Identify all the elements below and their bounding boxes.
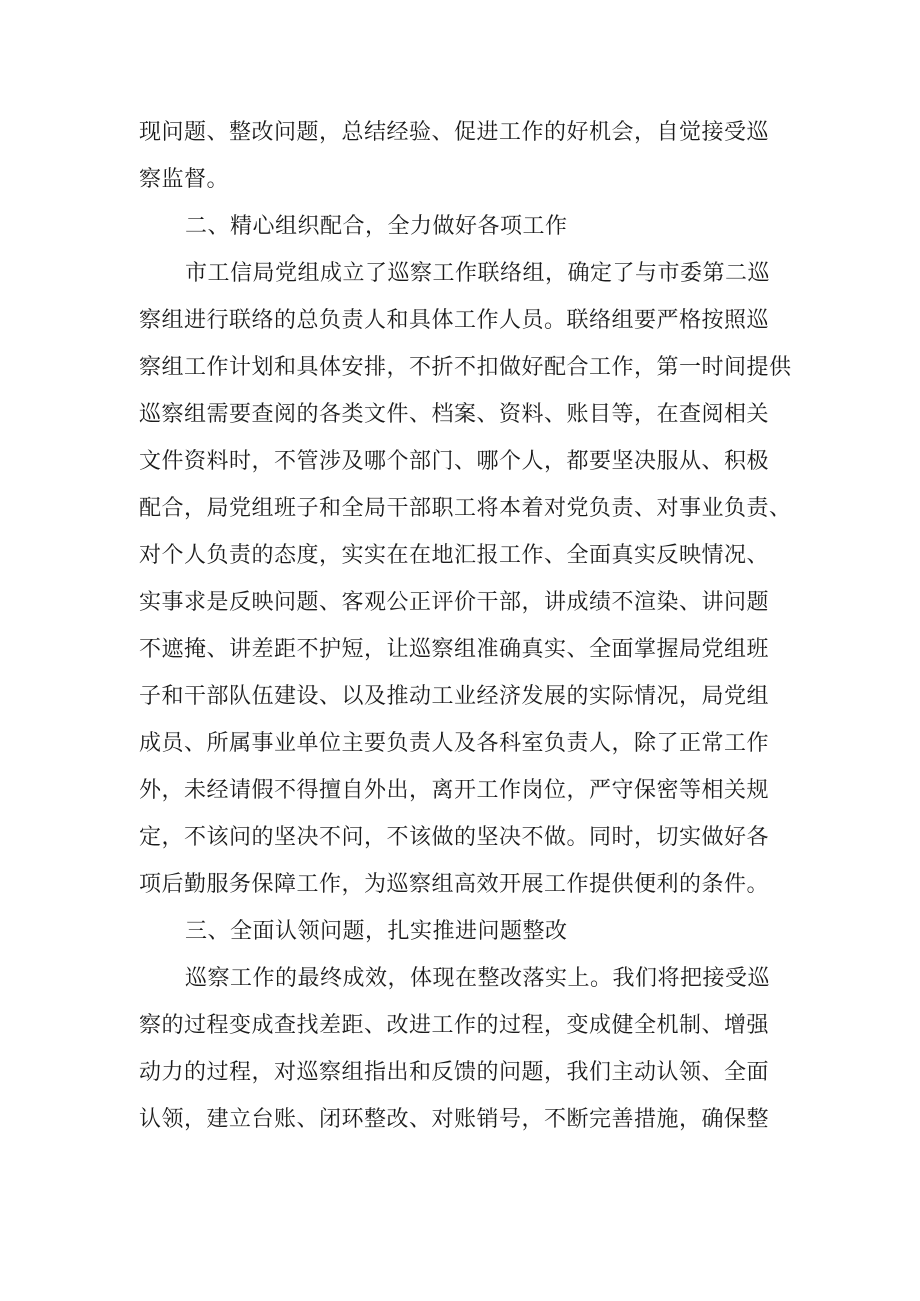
section-heading: 三、全面认领问题，扎实推进问题整改 <box>185 919 568 944</box>
body-text-line: 外，未经请假不得擅自外出，离开工作岗位，严守保密等相关规 <box>139 778 770 803</box>
body-text-line: 项后勤服务保障工作，为巡察组高效开展工作提供便利的条件。 <box>139 872 770 897</box>
body-text-line: 子和干部队伍建设、以及推动工业经济发展的实际情况，局党组 <box>139 684 770 709</box>
body-text-line: 对个人负责的态度，实实在在地汇报工作、全面真实反映情况、 <box>139 543 770 568</box>
body-text-line: 现问题、整改问题，总结经验、促进工作的好机会，自觉接受巡 <box>139 120 770 145</box>
body-text-line: 察监督。 <box>139 167 230 192</box>
body-text-line: 定，不该问的坚决不问，不该做的坚决不做。同时，切实做好各 <box>139 825 770 850</box>
body-text-line: 文件资料时，不管涉及哪个部门、哪个人，都要坚决服从、积极 <box>139 449 770 474</box>
body-text-line: 察的过程变成查找差距、改进工作的过程，变成健全机制、增强 <box>139 1013 770 1038</box>
body-text-line: 认领，建立台账、闭环整改、对账销号，不断完善措施，确保整 <box>139 1107 770 1132</box>
body-text-line: 成员、所属事业单位主要负责人及各科室负责人，除了正常工作 <box>139 731 770 756</box>
body-text-line: 巡察工作的最终成效，体现在整改落实上。我们将把接受巡 <box>185 966 771 991</box>
section-heading: 二、精心组织配合，全力做好各项工作 <box>185 214 568 239</box>
body-text-line: 实事求是反映问题、客观公正评价干部，讲成绩不渲染、讲问题 <box>139 590 770 615</box>
body-text-line: 配合，局党组班子和全局干部职工将本着对党负责、对事业负责、 <box>139 496 792 521</box>
body-text-line: 动力的过程，对巡察组指出和反馈的问题，我们主动认领、全面 <box>139 1060 770 1085</box>
body-text-line: 察组工作计划和具体安排，不折不扣做好配合工作，第一时间提供 <box>139 355 792 380</box>
body-text-line: 不遮掩、讲差距不护短，让巡察组准确真实、全面掌握局党组班 <box>139 637 770 662</box>
body-text-line: 察组进行联络的总负责人和具体工作人员。联络组要严格按照巡 <box>139 308 770 333</box>
body-text-line: 巡察组需要查阅的各类文件、档案、资料、账目等，在查阅相关 <box>139 402 770 427</box>
body-text-line: 市工信局党组成立了巡察工作联络组，确定了与市委第二巡 <box>185 261 771 286</box>
